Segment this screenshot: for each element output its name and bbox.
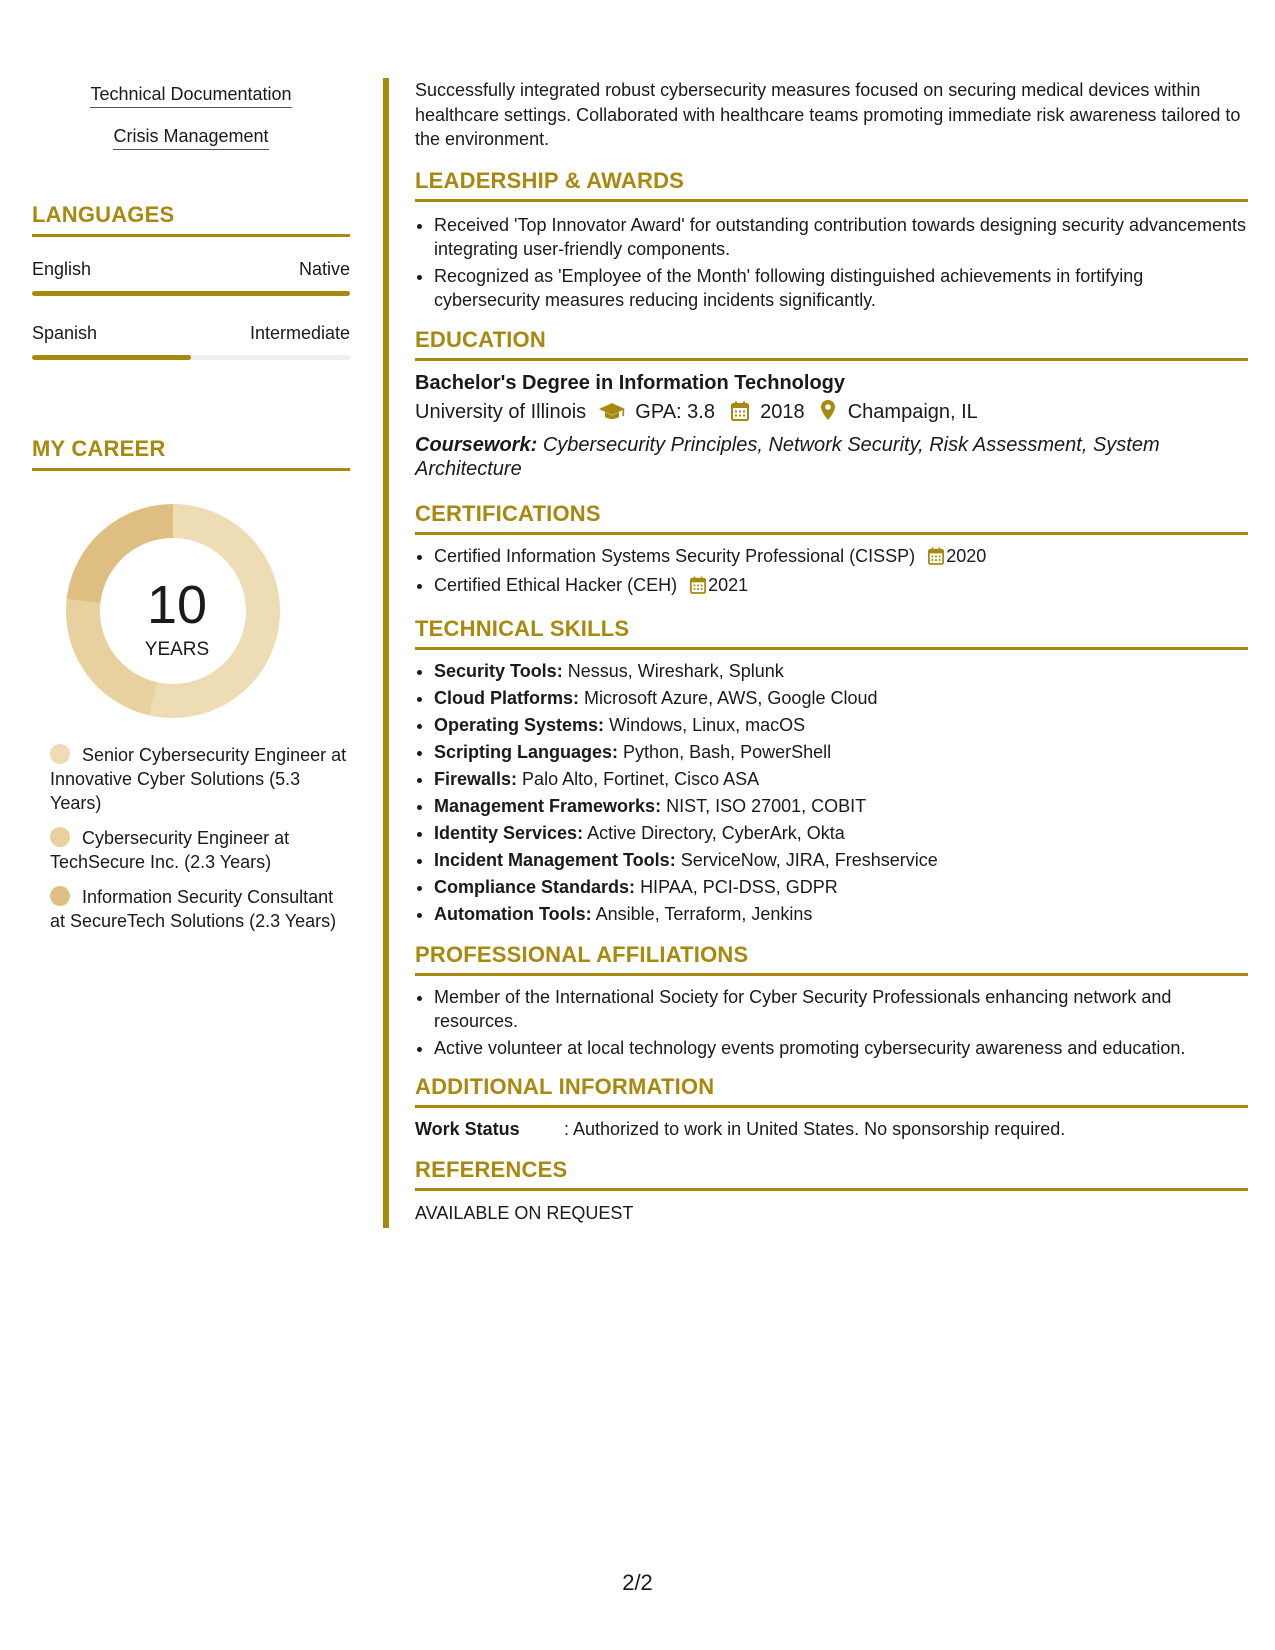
skill-category: Security Tools: [434,661,563,681]
skill-category: Management Frameworks: [434,796,662,816]
education-meta [415,397,1248,430]
location-pin-icon [820,399,836,430]
education-location: Champaign, IL [847,400,978,423]
skill-values: Ansible, Terraform, Jenkins [595,904,813,924]
languages-heading: LANGUAGES [32,202,350,237]
education-gpa: GPA: 3.8 [635,400,715,423]
calendar-icon [928,547,944,572]
language-proficiency-bar [32,355,350,360]
language-proficiency-fill [32,291,350,296]
technical-skills-heading: TECHNICAL SKILLS [415,616,1248,650]
language-level: Native [298,259,350,279]
skill-item [434,767,1248,792]
skill-category: Incident Management Tools: [434,850,676,870]
sidebar [32,78,350,933]
skill-item [434,902,1248,927]
career-total: 10 [146,575,208,635]
certification-year: 2020 [946,545,987,566]
certification-item [434,544,1248,572]
skill-values: Python, Bash, PowerShell [623,742,832,762]
career-legend-item [50,743,350,815]
skill-item [434,659,1248,684]
skill-values: Windows, Linux, macOS [609,715,806,735]
skill-label: Crisis Management [113,126,268,150]
skill-category: Automation Tools: [434,904,592,924]
certification-name: Certified Ethical Hacker (CEH) [434,574,678,595]
graduation-cap-icon [598,400,626,430]
education-year: 2018 [760,400,805,423]
career-legend-label: Information Security Consultant at SecureTech Solutions (2.3 Years) [50,887,337,931]
skill-values: Palo Alto, Fortinet, Cisco ASA [522,769,760,789]
language-proficiency-fill [32,355,191,360]
work-status-row [415,1117,1248,1141]
skill-category: Firewalls: [434,769,518,789]
certifications-list [415,544,1248,601]
skill-category: Cloud Platforms: [434,688,580,708]
skill-category: Identity Services: [434,823,584,843]
language-name: Spanish [32,323,98,343]
coursework-text: Cybersecurity Principles, Network Security, Risk Assessment, System Architecture [415,433,1160,480]
technical-skills-list [415,659,1248,927]
work-status-label: Work Status [415,1119,520,1139]
work-status-value: : Authorized to work in United States. No sponsorship required. [564,1119,1066,1139]
page-number: 2/2 [622,1570,653,1595]
legend-dot-icon [50,744,70,764]
skill-category: Operating Systems: [434,715,605,735]
leadership-heading: LEADERSHIP & AWARDS [415,168,1248,202]
affiliations-list [415,985,1248,1061]
career-legend-label: Cybersecurity Engineer at TechSecure Inc. (2.3 Years) [50,828,290,872]
career-legend [32,743,350,933]
list-item: • Recognized as 'Employee of the Month' following distinguished achievements in fortifying cybersecurity measures reducing incidents significantly. [434,264,1248,313]
education-coursework [415,433,1248,481]
skill-category: Compliance Standards: [434,877,636,897]
column-divider [383,78,389,1228]
career-legend-item [50,885,350,933]
skill-item [434,713,1248,738]
main-content [415,78,1248,1226]
skill-values: Microsoft Azure, AWS, Google Cloud [584,688,878,708]
skill-item [434,740,1248,765]
skill-values: HIPAA, PCI-DSS, GDPR [640,877,838,897]
certification-item [434,573,1248,601]
list-item: • Member of the International Society for Cyber Security Professionals enhancing network and resources. [434,985,1248,1034]
skill-item [434,875,1248,900]
skill-values: NIST, ISO 27001, COBIT [666,796,867,816]
career-unit: YEARS [144,639,210,660]
education-degree: Bachelor's Degree in Information Technology [415,371,846,394]
skill-category: Scripting Languages: [434,742,619,762]
skill-item [32,126,350,150]
leadership-list [415,213,1248,313]
legend-dot-icon [50,886,70,906]
language-name: English [32,259,92,279]
calendar-icon [690,576,706,601]
skill-item [434,686,1248,711]
skill-values: Nessus, Wireshark, Splunk [567,661,784,681]
skill-item [434,794,1248,819]
certifications-heading: CERTIFICATIONS [415,501,1248,535]
additional-info-heading: ADDITIONAL INFORMATION [415,1074,1248,1108]
language-item [32,323,350,360]
skill-item [32,84,350,108]
references-text: AVAILABLE ON REQUEST [415,1203,634,1223]
career-legend-label: Senior Cybersecurity Engineer at Innovative Cyber Solutions (5.3 Years) [50,745,347,813]
calendar-icon [731,400,749,430]
coursework-label: Coursework: [415,433,538,456]
skill-item [434,848,1248,873]
education-school: University of Illinois [415,400,587,423]
skill-values: ServiceNow, JIRA, Freshservice [680,850,938,870]
career-heading: MY CAREER [32,436,350,471]
certification-year: 2021 [708,574,749,595]
education-heading: EDUCATION [415,327,1248,361]
skill-item [434,821,1248,846]
skill-label: Technical Documentation [90,84,291,108]
language-proficiency-bar [32,291,350,296]
language-item [32,259,350,296]
career-donut [32,491,350,731]
affiliations-heading: PROFESSIONAL AFFILIATIONS [415,942,1248,976]
skill-values: Active Directory, CyberArk, Okta [587,823,845,843]
career-legend-item [50,826,350,874]
language-level: Intermediate [249,323,350,343]
experience-description: Successfully integrated robust cybersecurity measures focused on securing medical devices within healthcare settings. Collaborated with healthcare teams promoting immediate risk awareness tailored to the environment. [415,80,1241,149]
list-item: • Received 'Top Innovator Award' for outstanding contribution towards designing security advancements integrating user-friendly components. [434,213,1248,262]
list-item: • Active volunteer at local technology events promoting cybersecurity awareness and education. [434,1036,1248,1061]
certification-name: Certified Information Systems Security Professional (CISSP) [434,545,916,566]
legend-dot-icon [50,827,70,847]
references-heading: REFERENCES [415,1157,1248,1191]
